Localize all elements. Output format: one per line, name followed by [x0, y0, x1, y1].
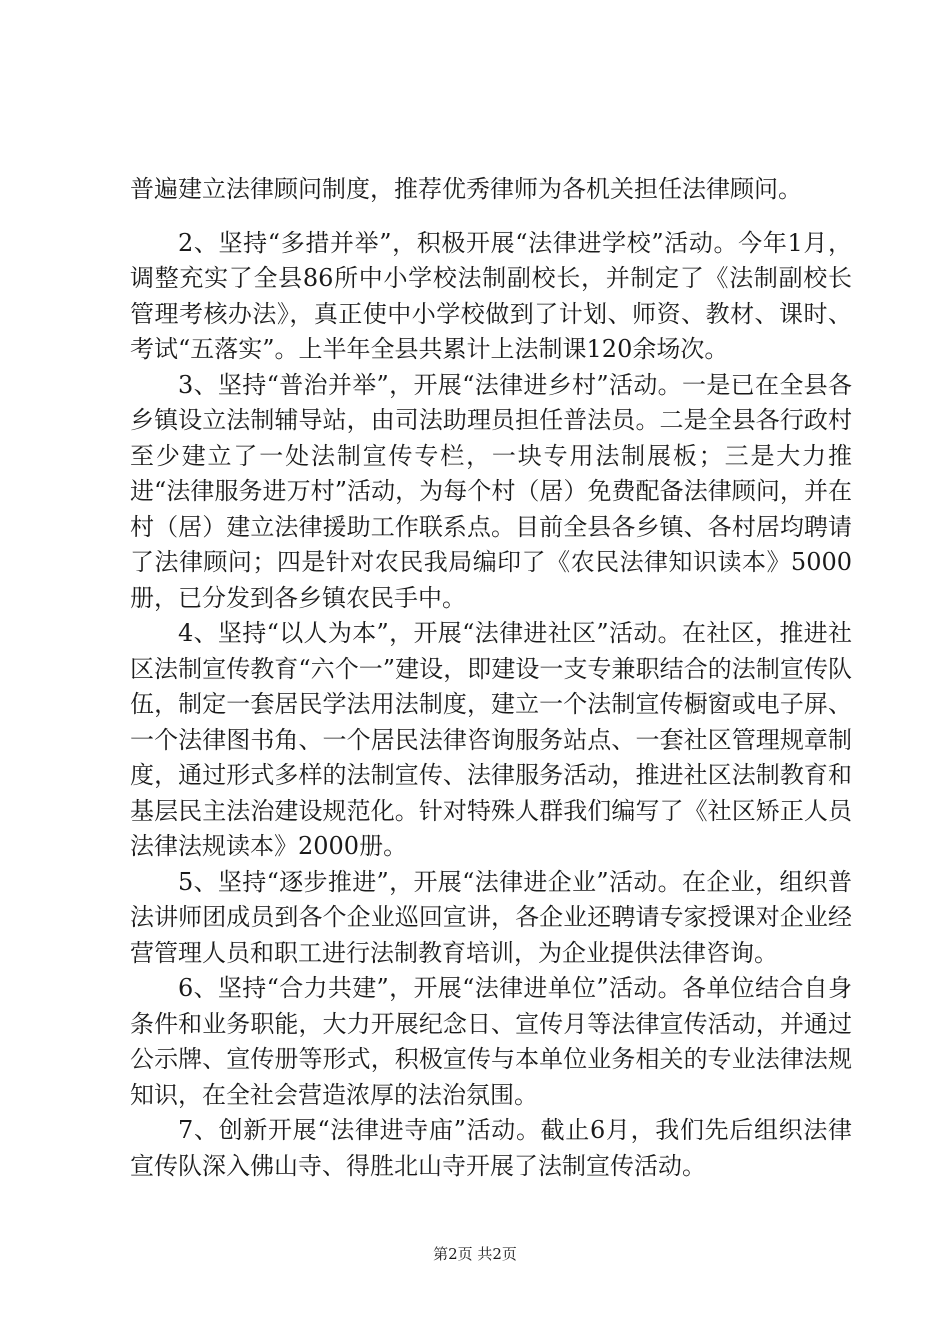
paragraph-item-7: 7、创新开展“法律进寺庙”活动。截止6月，我们先后组织法律宣传队深入佛山寺、得胜北山寺开展了法制宣传活动。: [130, 1116, 852, 1180]
paragraph-item-3: 3、坚持“普治并举”，开展“法律进乡村”活动。一是已在全县各乡镇设立法制辅导站，由司法助理员担任普法员。二是全县各行政村至少建立了一处法制宣传专栏，一块专用法制展板；三是大力推进“法律服务进万村”活动，为每个村（居）免费配备法律顾问，并在村（居）建立法律援助工作联系点。目前全县各乡镇、各村居均聘请了法律顾问；四是针对农民我局编印了《农民法律知识读本》5000册，已分发到各乡镇农民手中。: [130, 370, 852, 612]
paragraph-continuation: 普遍建立法律顾问制度，推荐优秀律师为各机关担任法律顾问。: [130, 175, 802, 203]
paragraph-item-6: 6、坚持“合力共建”，开展“法律进单位”活动。各单位结合自身条件和业务职能，大力开展纪念日、宣传月等法律宣传活动，并通过公示牌、宣传册等形式，积极宣传与本单位业务相关的专业法律法规知识，在全社会营造浓厚的法治氛围。: [130, 974, 852, 1109]
paragraph-item-4: 4、坚持“以人为本”，开展“法律进社区”活动。在社区，推进社区法制宣传教育“六个一”建设，即建设一支专兼职结合的法制宣传队伍，制定一套居民学法用法制度，建立一个法制宣传橱窗或电子屏、一个法律图书角、一个居民法律咨询服务站点、一套社区管理规章制度，通过形式多样的法制宣传、法律服务活动，推进社区法制教育和基层民主法治建设规范化。针对特殊人群我们编写了《社区矫正人员法律法规读本》2000册。: [130, 619, 852, 860]
paragraph-item-2: 2、坚持“多措并举”，积极开展“法律进学校”活动。今年1月，调整充实了全县86所中小学校法制副校长，并制定了《法制副校长管理考核办法》，真正使中小学校做到了计划、师资、教材、课时、考试“五落实”。上半年全县共累计上法制课120余场次。: [130, 228, 852, 363]
paragraph-item-5: 5、坚持“逐步推进”，开展“法律进企业”活动。在企业，组织普法讲师团成员到各个企业巡回宣讲，各企业还聘请专家授课对企业经营管理人员和职工进行法制教育培训，为企业提供法律咨询。: [130, 867, 852, 967]
document-body: [130, 172, 852, 1184]
page-number-footer: 第2页 共2页: [433, 1245, 517, 1263]
